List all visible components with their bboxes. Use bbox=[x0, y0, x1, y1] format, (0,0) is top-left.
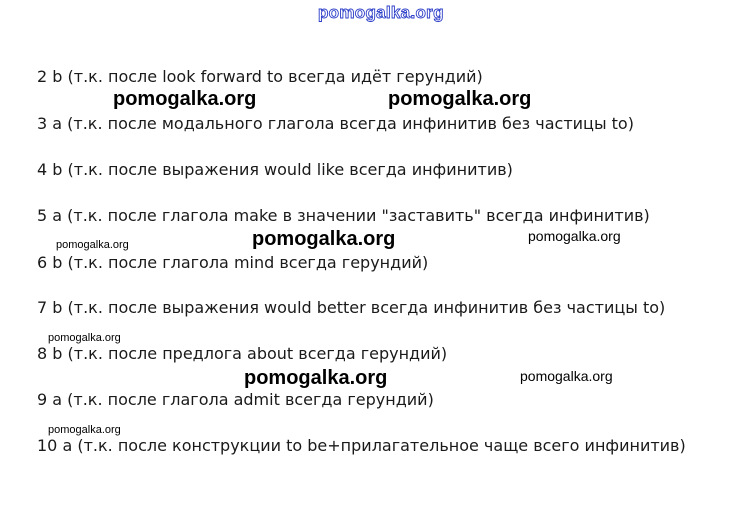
watermark: pomogalka.org bbox=[48, 332, 121, 344]
answer-line-4: 4 b (т.к. после выражения would like всегда инфинитив) bbox=[37, 160, 513, 179]
watermark: pomogalka.org bbox=[388, 88, 532, 110]
answer-line-9: 9 a (т.к. после глагола admit всегда герундий) bbox=[37, 390, 434, 409]
answer-line-3: 3 a (т.к. после модального глагола всегда инфинитив без частицы to) bbox=[37, 114, 634, 133]
answer-line-2: 2 b (т.к. после look forward to всегда идёт герундий) bbox=[37, 67, 483, 86]
watermark: pomogalka.org bbox=[244, 367, 388, 389]
header-watermark: pomogalka.org bbox=[318, 3, 444, 22]
watermark: pomogalka.org bbox=[113, 88, 257, 110]
answer-line-10: 10 a (т.к. после конструкции to be+прилагательное чаще всего инфинитив) bbox=[37, 436, 686, 455]
watermark: pomogalka.org bbox=[252, 228, 396, 250]
answer-line-7: 7 b (т.к. после выражения would better всегда инфинитив без частицы to) bbox=[37, 298, 666, 317]
answer-line-5: 5 a (т.к. после глагола make в значении "заставить" всегда инфинитив) bbox=[37, 206, 650, 225]
watermark: pomogalka.org bbox=[520, 368, 613, 384]
answer-line-8: 8 b (т.к. после предлога about всегда герундий) bbox=[37, 344, 448, 363]
watermark: pomogalka.org bbox=[48, 424, 121, 436]
watermark: pomogalka.org bbox=[56, 239, 129, 251]
answer-line-6: 6 b (т.к. после глагола mind всегда герундий) bbox=[37, 253, 429, 272]
watermark: pomogalka.org bbox=[528, 228, 621, 244]
